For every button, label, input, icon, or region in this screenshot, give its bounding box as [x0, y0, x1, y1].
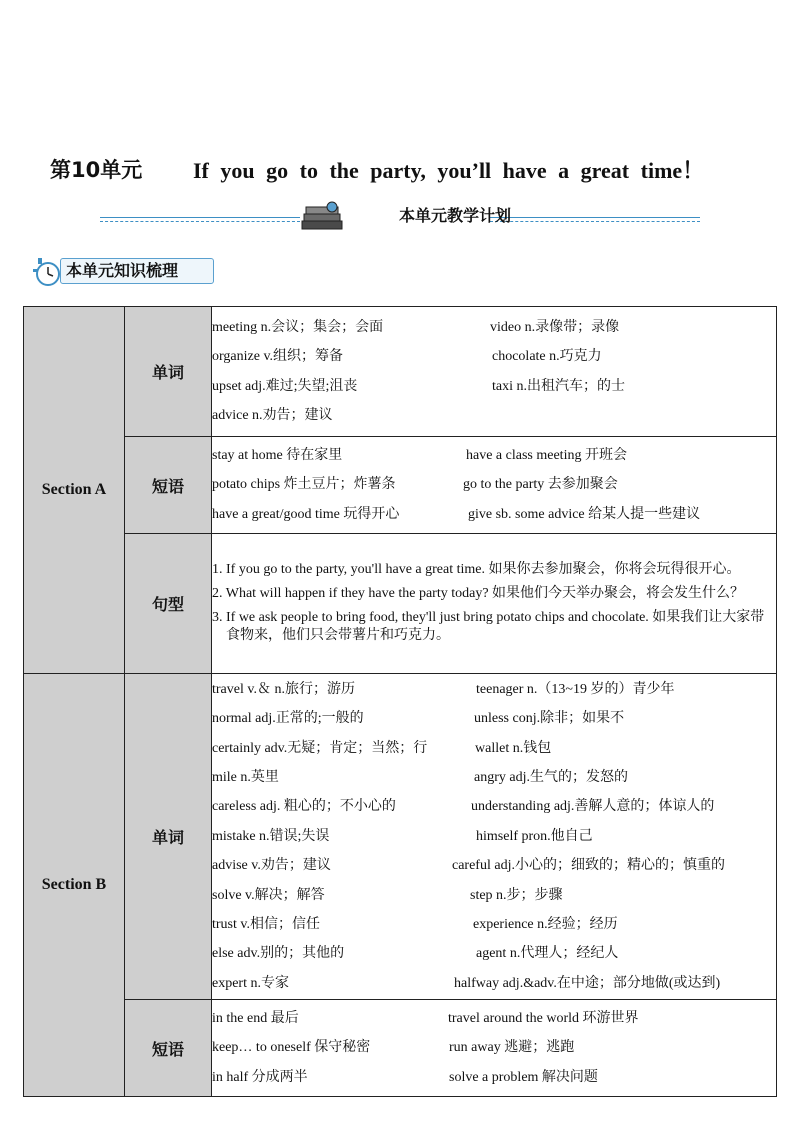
banner-line-left — [100, 217, 300, 218]
banner-dash-left — [100, 221, 300, 222]
section-b-words — [212, 674, 777, 1000]
table-row: stay at home 待在家里 have a class meeting 开班会 — [212, 447, 627, 463]
table-row: trust v.相信；信任 experience n.经验；经历 — [212, 916, 618, 932]
table-row: advise v.劝告；建议 careful adj.小心的；细致的；精心的；慎重的 — [212, 858, 725, 874]
table-row: in the end 最后 travel around the world 环游世界 — [212, 1010, 639, 1026]
clock-icon — [30, 255, 64, 287]
table-row: meeting n.会议；集会；会面 video n.录像带；录像 — [212, 319, 620, 335]
list-item: 1. If you go to the party, you'll have a great time. 如果你去参加聚会，你将会玩得很开心。 — [212, 561, 741, 577]
banner-label: 本单元教学计划 — [399, 206, 512, 225]
table-row: potato chips 炸土豆片；炸薯条 go to the party 去参加聚会 — [212, 477, 618, 493]
books-icon — [300, 201, 344, 231]
table-row: keep… to oneself 保守秘密 run away 逃避；逃跑 — [212, 1040, 575, 1056]
section-a-sentences-label: 句型 — [125, 534, 212, 674]
section-a-words-label: 单词 — [125, 307, 212, 437]
table-row: mistake n.错误;失误 himself pron.他自己 — [212, 828, 593, 844]
table-row: else adv.别的；其他的 agent n.代理人；经纪人 — [212, 946, 619, 962]
section-a-phrases-label: 短语 — [125, 437, 212, 534]
section-b-words-label: 单词 — [125, 674, 212, 1000]
section-a-label: Section A — [24, 307, 125, 674]
table-row: certainly adv.无疑；肯定；当然；行 wallet n.钱包 — [212, 740, 552, 756]
knowledge-tag-label: 本单元知识梳理 — [66, 261, 179, 280]
list-item: 2. What will happen if they have the party today? 如果他们今天举办聚会，将会发生什么？ — [212, 585, 745, 601]
unit-number: 第10单元 — [50, 158, 143, 182]
table-row: expert n.专家 halfway adj.&adv.在中途；部分地做(或达到) — [212, 975, 721, 991]
section-b-phrases — [212, 1000, 777, 1097]
table-row: normal adj.正常的;一般的 unless conj.除非；如果不 — [212, 711, 625, 727]
table-row: mile n.英里 angry adj.生气的；发怒的 — [212, 770, 628, 786]
teaching-plan-banner — [100, 203, 700, 229]
table-row: in half 分成两半 solve a problem 解决问题 — [212, 1069, 598, 1085]
section-a-sentences — [212, 534, 777, 674]
table-row: careless adj. 粗心的；不小心的 understanding adj.善解人意的；体谅人的 — [212, 799, 715, 815]
table-row: solve v.解决；解答 step n.步；步骤 — [212, 887, 563, 903]
table-row: travel v.＆ n.旅行；游历 teenager n.（13~19 岁的）青少年 — [212, 681, 675, 697]
section-a-phrases — [212, 437, 777, 534]
table-row: upset adj.难过;失望;沮丧 taxi n.出租汽车；的士 — [212, 378, 625, 394]
section-b-phrases-label: 短语 — [125, 1000, 212, 1097]
table-row: have a great/good time 玩得开心 give sb. some advice 给某人提一些建议 — [212, 506, 701, 522]
table-row: advice n.劝告；建议 — [212, 407, 333, 423]
banner-line-right — [490, 217, 700, 218]
banner-dash-right — [490, 221, 700, 222]
section-a-words — [212, 307, 777, 437]
list-item: 3. If we ask people to bring food, they'll just bring potato chips and chocolate. 如果我们让大家带食物来，他们只会带薯片和巧克力。 — [212, 609, 765, 643]
section-b-label: Section B — [24, 674, 125, 1097]
knowledge-table — [23, 306, 777, 1097]
table-row: organize v.组织；筹备 chocolate n.巧克力 — [212, 349, 602, 365]
knowledge-tag — [30, 255, 216, 287]
unit-english-title: If you go to the party, you’ll have a great time！ — [193, 158, 705, 183]
unit-title — [50, 154, 770, 184]
